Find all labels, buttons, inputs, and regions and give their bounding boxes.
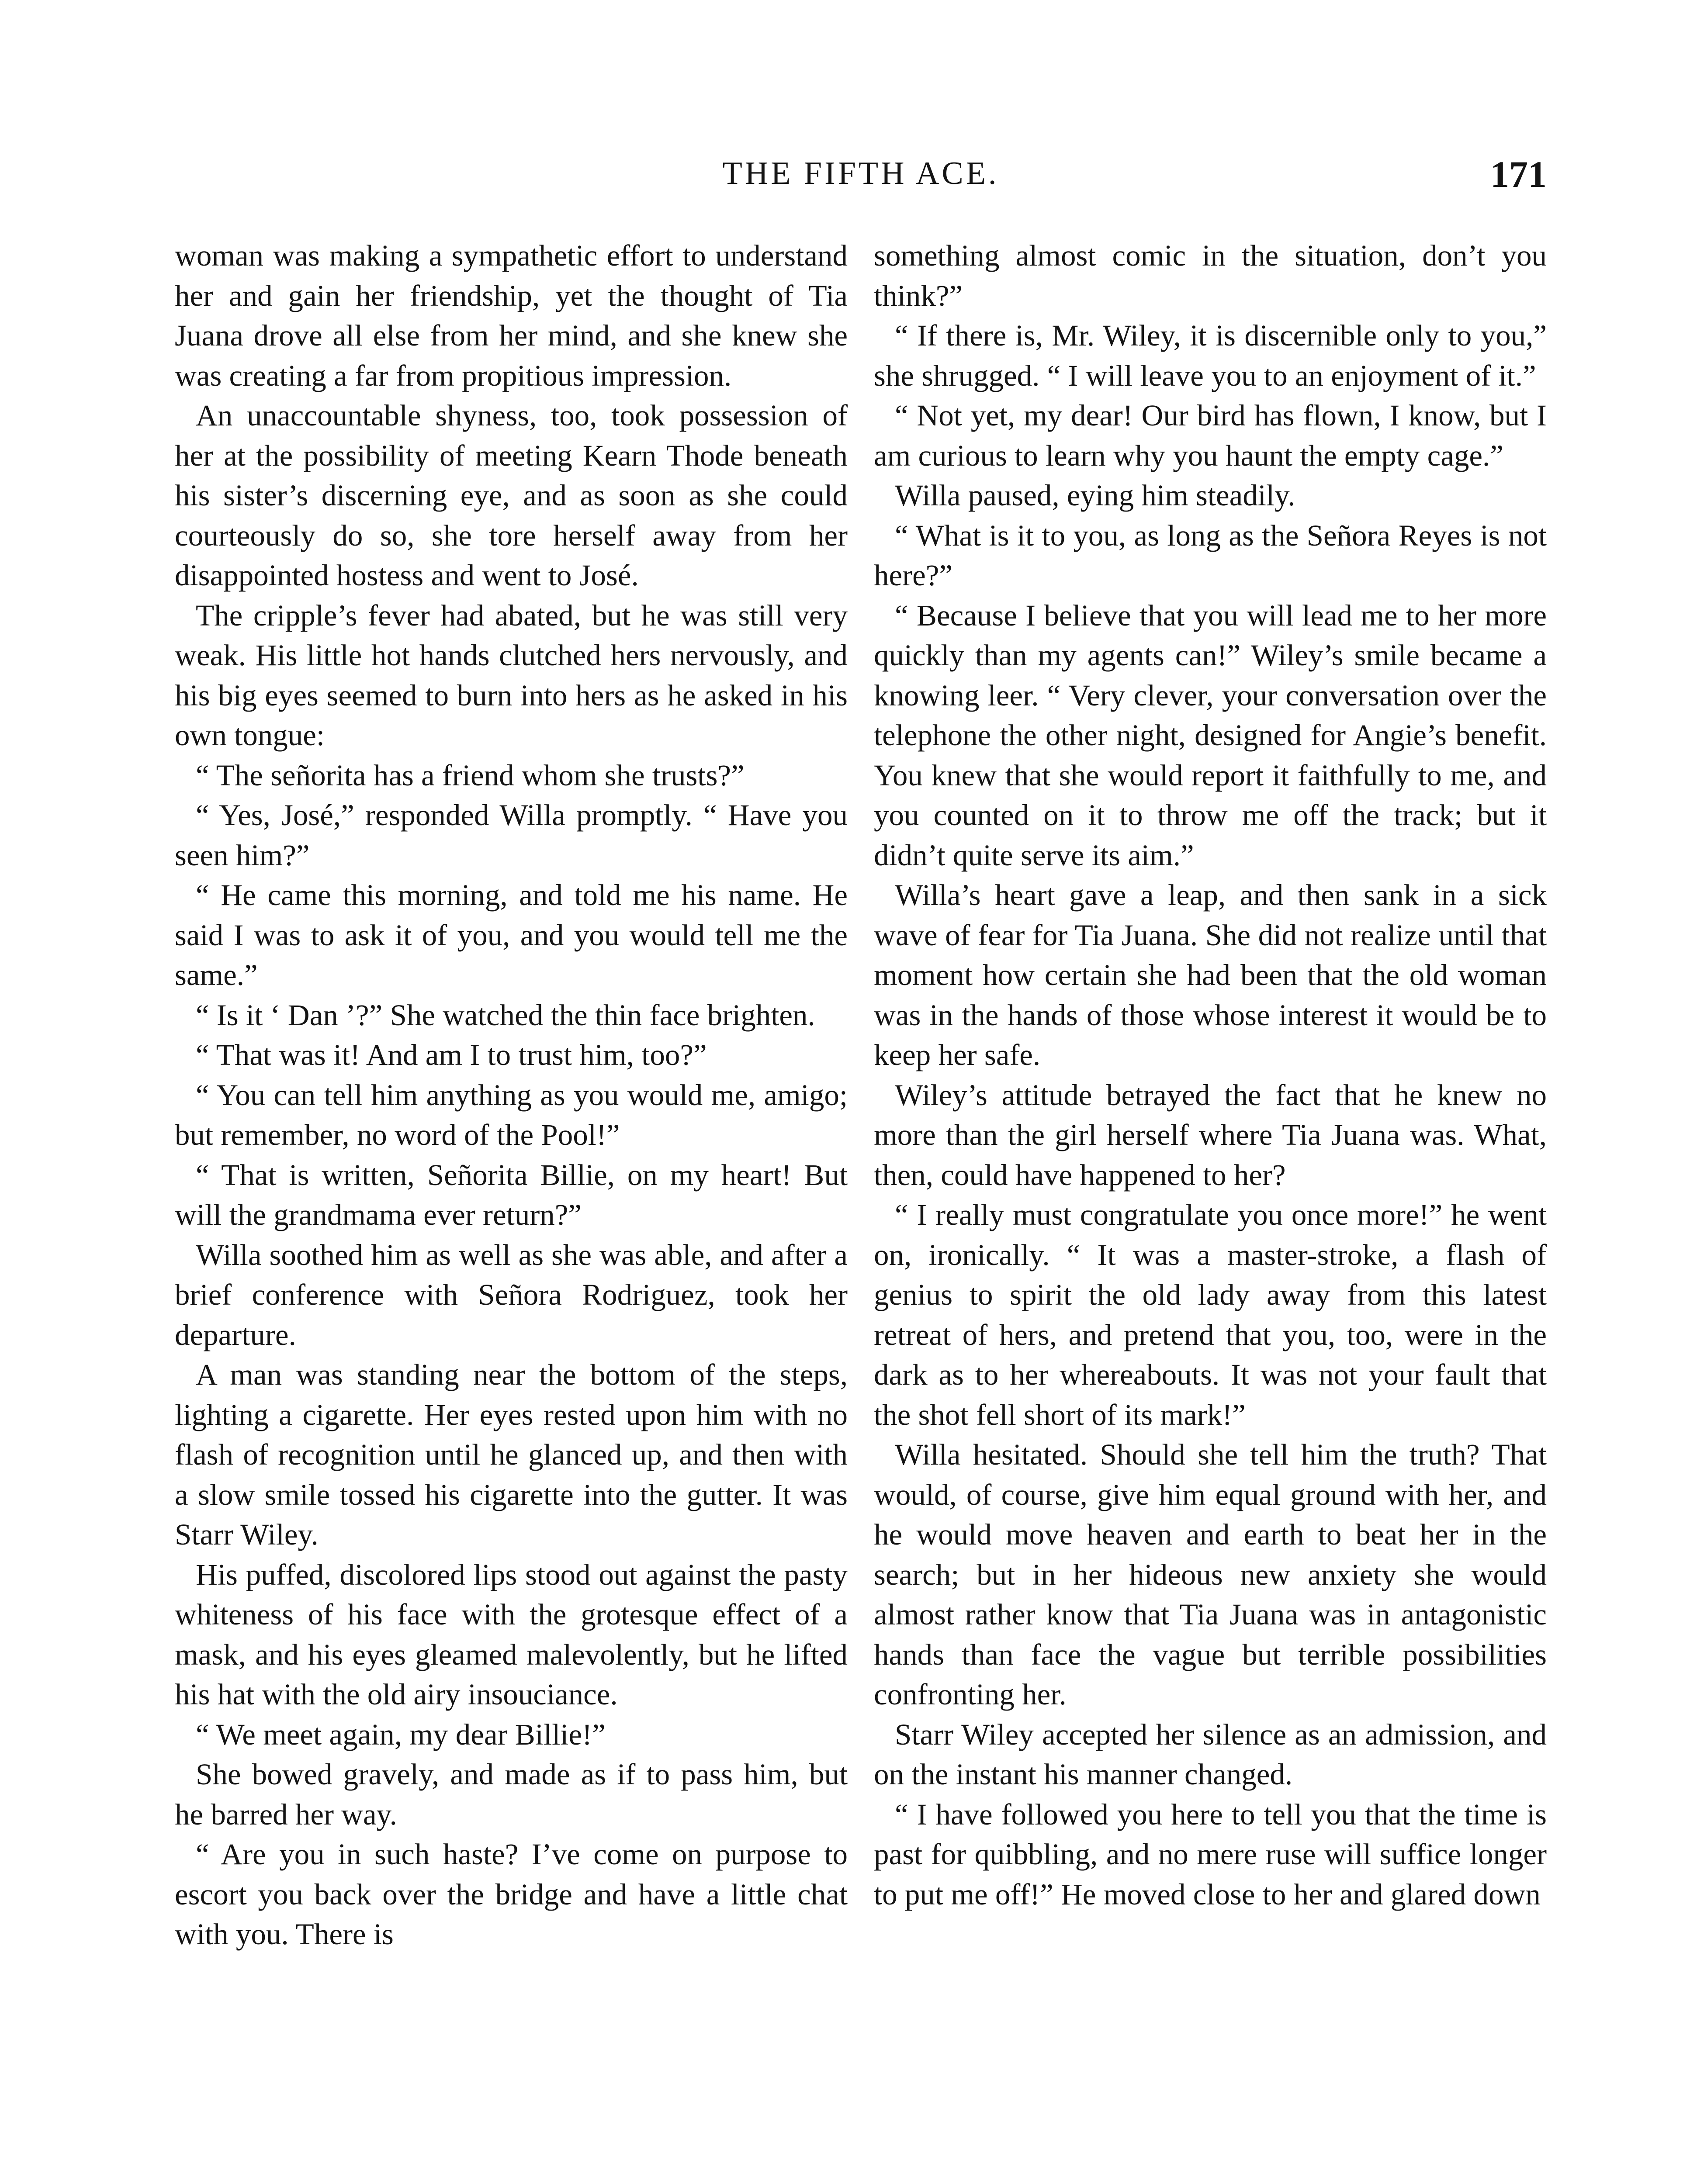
paragraph: “ Because I believe that you will lead me to her more quickly than my agents can!” Wiley’s smile became a knowing leer. “ Very clever, your conversation over the telephone the other night, designed for Angie’s benefit. You knew that she would report it faithfully to me, and you counted on it to throw me off the track; but it didn’t quite serve its aim.” <box>874 598 1547 872</box>
paragraph: “ I really must congratulate you once more!” he went on, ironically. “ It was a master-stroke, a flash of genius to spirit the old lady away from this latest retreat of hers, and pretend that you, too, were in the dark as to her whereabouts. It was not your fault that the shot fell short of its mark!” <box>874 1198 1547 1431</box>
running-header <box>175 155 1547 207</box>
paragraph: “ That is written, Señorita Billie, on my heart! But will the grandmama ever return?” <box>175 1158 848 1231</box>
paragraph: “ The señorita has a friend whom she trusts?” <box>196 758 745 792</box>
paragraph: woman was making a sympathetic effort to understand her and gain her friendship, yet the thought of Tia Juana drove all else from her mind, and she knew she was creating a far from propitious impression. <box>175 239 848 392</box>
paragraph: “ He came this morning, and told me his name. He said I was to ask it of you, and you would tell me the same.” <box>175 878 848 992</box>
paragraph: The cripple’s fever had abated, but he was still very weak. His little hot hands clutched hers nervously, and his big eyes seemed to burn into hers as he asked in his own tongue: <box>175 598 848 752</box>
paragraph: A man was standing near the bottom of the steps, lighting a cigarette. Her eyes rested upon him with no flash of recognition until he glanced up, and then with a slow smile tossed his cigarette into the gutter. It was Starr Wiley. <box>175 1358 848 1551</box>
paragraph: something almost comic in the situation, don’t you think?” <box>874 239 1547 312</box>
left-text-column <box>175 236 848 1955</box>
paragraph: “ What is it to you, as long as the Señora Reyes is not here?” <box>874 518 1547 592</box>
paragraph: Willa paused, eying him steadily. <box>895 479 1295 512</box>
paragraph: “ Not yet, my dear! Our bird has flown, I know, but I am curious to learn why you haunt the empty cage.” <box>874 399 1547 472</box>
running-title: THE FIFTH ACE. <box>722 156 999 191</box>
paragraph: “ If there is, Mr. Wiley, it is discernible only to you,” she shrugged. “ I will leave you to an enjoyment of it.” <box>874 319 1547 392</box>
page-number: 171 <box>1490 153 1547 195</box>
paragraph: An unaccountable shyness, too, took possession of her at the possibility of meeting Kearn Thode beneath his sister’s discerning eye, and as soon as she could courteously do so, she tore herself away from her disappointed hostess and went to José. <box>175 399 848 592</box>
paragraph: “ Is it ‘ Dan ’?” She watched the thin face brighten. <box>196 998 815 1032</box>
paragraph: She bowed gravely, and made as if to pass him, but he barred her way. <box>175 1758 848 1831</box>
paragraph: Willa’s heart gave a leap, and then sank in a sick wave of fear for Tia Juana. She did not realize until that moment how certain she had been that the old woman was in the hands of those whose interest it would be to keep her safe. <box>874 878 1547 1071</box>
paragraph: Willa hesitated. Should she tell him the truth? That would, of course, give him equal ground with her, and he would move heaven and earth to beat her in the search; but in her hideous new anxiety she would almost rather know that Tia Juana was in antagonistic hands than face the vague but terrible possibilities confronting her. <box>874 1438 1547 1711</box>
paragraph: “ That was it! And am I to trust him, too?” <box>196 1038 707 1071</box>
paragraph: Wiley’s attitude betrayed the fact that he knew no more than the girl herself where Tia Juana was. What, then, could have happened to her? <box>874 1078 1547 1192</box>
paragraph: Starr Wiley accepted her silence as an admission, and on the instant his manner changed. <box>874 1717 1547 1791</box>
right-text-column <box>874 236 1547 1914</box>
paragraph: “ Yes, José,” responded Willa promptly. “ Have you seen him?” <box>175 798 848 872</box>
paragraph: Willa soothed him as well as she was able, and after a brief conference with Señora Rodriguez, took her departure. <box>175 1238 848 1351</box>
paragraph: “ You can tell him anything as you would me, amigo; but remember, no word of the Pool!” <box>175 1078 848 1151</box>
paragraph: “ We meet again, my dear Billie!” <box>196 1717 606 1751</box>
paragraph: His puffed, discolored lips stood out against the pasty whiteness of his face with the grotesque effect of a mask, and his eyes gleamed malevolently, but he lifted his hat with the old airy insouciance. <box>175 1558 848 1711</box>
paragraph: “ I have followed you here to tell you that the time is past for quibbling, and no mere ruse will suffice longer to put me off!” He moved close to her and glared down <box>874 1797 1547 1911</box>
paragraph: “ Are you in such haste? I’ve come on purpose to escort you back over the bridge and have a little chat with you. There is <box>175 1838 848 1951</box>
